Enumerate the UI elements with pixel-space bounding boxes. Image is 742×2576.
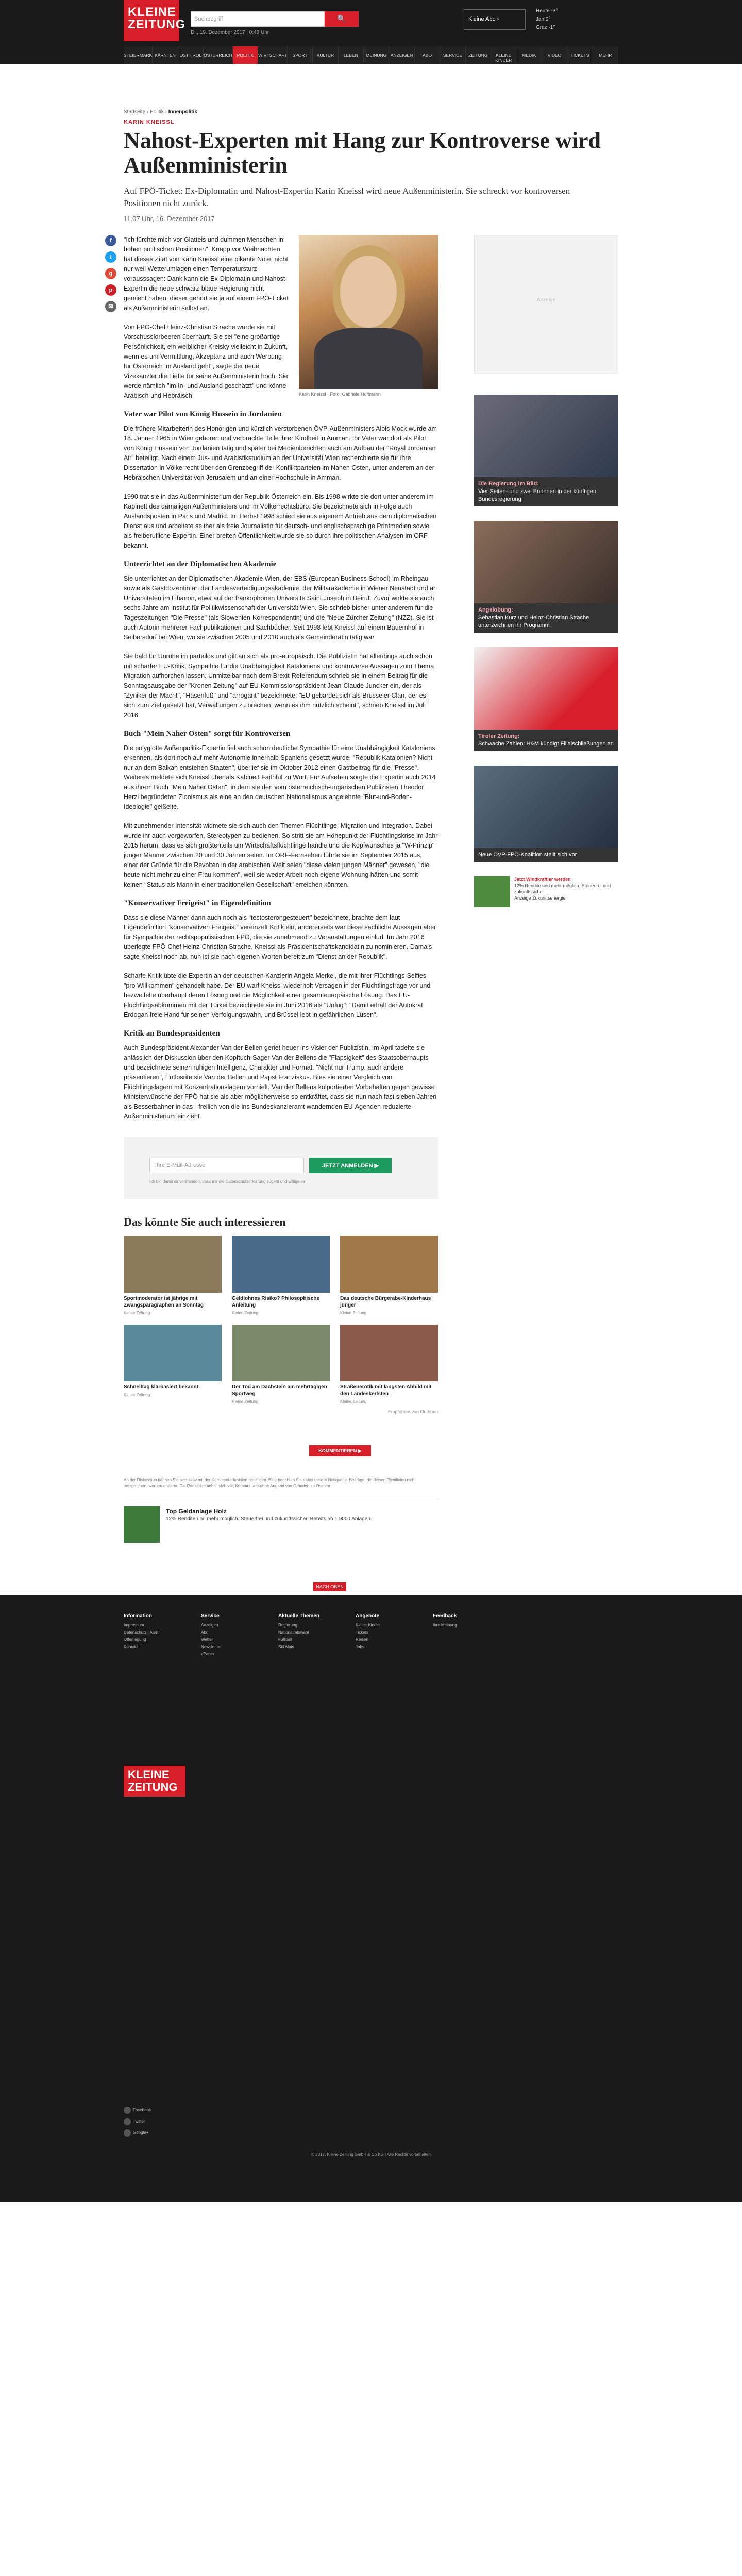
teaser-text: Neue ÖVP-FPÖ-Koalition stellt sich vor [478,852,577,858]
related-card[interactable] [340,1236,438,1315]
nav-item[interactable]: ÖSTERREICH [204,46,233,64]
related-thumbnail [232,1236,330,1293]
nav-item[interactable]: SPORT [288,46,313,64]
footer-column [124,1613,201,1659]
subheading: Kritik an Bundespräsidenten [124,1029,220,1038]
footer-logo[interactable] [124,1766,185,1797]
nav-item[interactable]: KÄRNTEN [153,46,178,64]
teaser-text: Schwache Zahlen: H&M kündigt Filialschließungen an [478,741,614,747]
weather-item: Graz -1° [536,25,555,30]
article-kicker[interactable]: KARIN KNEISSL [124,119,175,125]
abo-button[interactable]: Kleine Abo › [464,9,526,30]
paragraph: Die polyglotte Außenpolitik-Expertin fiel auch schon deutliche Sympathie für eine Unabhängigkeit Kataloniens erkennen, als dort noch auf mehr Autonomie innerhalb Spaniens gesetzt wurde. "Republik Katalonien? Nicht nur an dem Balkan entstehen Staaten", überlief sie im Oktober 2012 einen Gastbeitrag für die "Presse". Weiteres meldete sich Kneissl über als Kabinett Faithful zu Wort. Für Aufsehen sorgte die Expertin auch 2014 aus ihrem Buch "Mein Naher Osten", in dem sie den vom österreichisch-ungarischen Publizisten Theodor Herzl begründeten Zionismus als eine an den deutschen Nationalismus angelehnte "Blut-und-Boden-Ideologie" geißelte. [124,744,436,810]
newsletter-submit-button[interactable]: JETZT ANMELDEN ▶ [309,1158,392,1173]
subheading: Buch "Mein Naher Osten" sorgt für Kontroversen [124,730,291,738]
site-logo[interactable] [124,0,186,41]
related-thumbnail [340,1325,438,1381]
teaser-kicker: Angelobung: [478,607,513,613]
paragraph: "Ich fürchte mich vor Glatteis und dummen Menschen in hohen politischen Positionen": Knapp vor Weihnachten hat dieses Zitat von Karin Kneissl eine pikante Note, nicht nur weil Wetterumlagen einen Temperatursturz vorausssagen: Dank kann die Ex-Diplomatin und Nahost-Expertin die neue schwarz-blaue Regierung nicht gemieht haben, dieser gehört sie ja auf einem FPÖ-Ticket als Außenministerin selbst an. [124,236,289,312]
footer-link[interactable]: Regierung [278,1623,297,1628]
sponsored-title: Jetzt Windkraftler werden [514,877,571,882]
search-input[interactable]: Suchbegriff [191,11,325,27]
teaser-text: Vier Seiten- und zwei Ennnnen in der künftigen Bundesregierung [478,488,597,502]
nav-item[interactable]: MEINUNG [364,46,389,64]
footer-link[interactable]: Anzeigen [201,1623,218,1628]
footer-link[interactable]: Jobs [356,1645,364,1649]
google-plus-icon [124,2129,131,2137]
teaser-card[interactable] [474,647,618,751]
site-header [0,0,742,64]
footer-column-heading: Feedback [433,1613,457,1619]
footer-link[interactable]: Kontakt [124,1645,138,1649]
footer-link[interactable]: Offenlegung [124,1637,146,1642]
footer-column-heading: Information [124,1613,152,1619]
back-to-top-button[interactable]: NACH OBEN ▲ [313,1582,346,1591]
paragraph: Auch Bundespräsident Alexander Van der Bellen geriet heuer ins Visier der Publizistin. Im April tadelte sie anlässlich der Diskussion über den Kopftuch-Sager Van der Bellens die "Flapsigkeit" des Staatsoberhaupts und bezeichnete seinen ruhigen Intelligenz, Charakter und Format. "Nicht nur Trump, auch andere präsentieren", Entlosrite sie Van der Bellen und Papst Franziskus. Bies sie einer Vergleich von Flüchtlingslagern mit Konzentrationslagern vorhielt. Van der Bellens kolportierten Vorbehalten gegen gewisse Ministerwünsche der FPÖ hat sie als aber möglicherweise so entkräftet, dass sie nun nach fast sieben Jahren als Besserbahner in das - freilich von die ins Bundeskanzleramt wandernden EU-Agenden reduzierte - Außenministerium einzieht. [124,1044,437,1120]
paragraph: Mit zunehmender Intensität widmete sie sich auch den Themen Flüchtlinge, Migration und Integration. Dabei wurde ihr auch vorgeworfen, Stereotypen zu bedienen. So stritt sie am Höhepunkt der Flüchtlingskrise im Jahr 2015 herum, dass es sich größtenteils um Wirtschaftsflüchtlinge handle und die Kopfwunsches ja "W-Prinzip" junger Männer zwischen 20 und 30 Jahren seien. Im ORF-Fernsehen führte sie im September 2015 aus, einer der Gründe für die Revolten in der arabischen Welt seien "diese vielen jungen Männer" gewesen, "die heute nicht mehr zu einer Frau kommen", weil sie weder Arbeit noch eigene Wohnung hätten und somit keinen "Status als Mann in einer traditionellen Gesellschaft" erreichen könnten. [124,822,438,888]
related-title: Das deutsche Bürgerabe-Kinderhaus jünger [340,1296,431,1308]
paragraph: Dass sie diese Männer dann auch noch als "testosterongesteuert" bezeichnete, brachte dem laut Eigendefinition "konservativen Freigeist" vereinzelt Kritik ein, andererseits war diese sachliche Aussagen aber für Sympathie der rechtspopulistischen FPÖ, die sie zunehmend zu Veranstaltungen einlud. Im Jahr 2016 überlegte FPÖ-Chef Heinz-Christian Strache, Kneissl als Präsidentschaftskandidatin zu nominieren. Damals sagte Kneissl noch ab, nun ist sie nach eigenen Worten bereit zum "Dienst an der Republik". [124,914,436,960]
teaser-caption [474,848,618,862]
portrait-photo [299,235,438,389]
related-grid [124,1236,438,1404]
article-meta: 11.07 Uhr, 16. Dezember 2017 [124,215,215,223]
related-source: Kleine Zeitung [232,1399,259,1404]
related-thumbnail [124,1325,222,1381]
breadcrumb-current: Innenpolitik [168,109,197,115]
teaser-card[interactable] [474,521,618,633]
main-nav [124,46,618,64]
comment-button[interactable]: KOMMENTIEREN ▶ [309,1445,371,1456]
breadcrumb-path[interactable]: Startseite › Politik › [124,109,168,115]
sponsored-text: 12% Rendite und mehr möglich. Steuerfrei und zukunftssicher [514,883,611,894]
article-title: Nahost-Experten mit Hang zur Kontroverse wird Außenministerin [124,128,601,178]
weather-item: Heute -3° [536,8,558,14]
footer-link[interactable]: Reisen [356,1637,368,1642]
footer-social [124,2105,151,2139]
teaser-text: Sebastian Kurz und Heinz-Christian Strache unterzeichnen ihr Programm [478,615,589,629]
related-card[interactable] [124,1236,222,1315]
footer-link[interactable]: ePaper [201,1652,214,1656]
related-thumbnail [232,1325,330,1381]
promo-text: 12% Rendite und mehr möglich. Steuerfrei und zukunftssicher. Bereits ab 1.9000 Anlagen. [166,1516,372,1522]
share-bar [105,235,119,317]
subheading: Unterrichtet an der Diplomatischen Akademie [124,560,277,568]
teaser-photo [474,647,618,730]
social-label: Google+ [133,2130,149,2135]
paragraph: Sie unterrichtet an der Diplomatischen Akademie Wien, der EBS (European Business School) im Rheingau sowie als Gastdozentin an der Landesverteidigungsakademie, der Militärakademie in Wiener Neustadt und an Universitäten im Libanon, etwa auf der frankophonen Universite Saint Joseph in Beirut. Zuvor wirkte sie auch sechs Jahre am Institut für Politikwissenschaft der Universität Wien. Sie schrieb bisher unter anderem für die Tageszeitungen "Die Presse" (als Slowenien-Korrespondentin) und die "Neue Zürcher Zeitung" (NZZ). Sie ist auch Autorin mehrerer Fachpublikationen und Sachbücher. Seit 1998 lebt Kneissl auf einem Bauernhof in Seibersdorf bei Wien, wo sie zwischen 2005 und 2010 auch als Gemeinderätin tätig war. [124,575,437,641]
teaser-card[interactable] [474,395,618,506]
copyright: © 2017, Kleine Zeitung GmbH & Co KG | Alle Rechte vorbehalten [311,2152,431,2157]
nav-item[interactable]: MEDIA [516,46,542,64]
nav-item[interactable]: TICKETS [567,46,593,64]
footer-columns [124,1613,618,1659]
footer-link[interactable]: Datenschutz | AGB [124,1630,159,1635]
related-card[interactable] [232,1236,330,1315]
photo-suit [314,328,423,389]
teaser-photo [474,766,618,848]
footer-link[interactable]: Kleine Kinder [356,1623,380,1628]
paragraph: Scharfe Kritik übte die Expertin an der deutschen Kanzlerin Angela Merkel, die mit ihrer Flüchtlings-Selfies "pro Willkommen" gehandelt habe. Der EU warf Kneissl wiederholt Versagen in der Flüchtlingsfrage vor und bezweifelte überhaupt deren Lösung und die Möglichkeit einer gesamteuropäische Lösung. Das EU-Flüchtlingsabkommen mit der Türkei bezeichnete sie im Juni 2016 als "Unfug": "Damit erhält der Autokrat Erdogan freie Hand für seinen Verfolgungswahn, und Brüssel lebt in gefährlichen Lüsen". [124,972,431,1019]
related-source: Kleine Zeitung [232,1311,259,1315]
related-heading: Das könnte Sie auch interessieren [124,1215,286,1228]
subheading: Vater war Pilot von König Hussein in Jordanien [124,410,282,418]
teaser-caption [474,730,618,751]
weather-item: Jan 2° [536,16,551,22]
twitter-icon[interactable]: t [105,251,116,263]
social-label: Twitter [133,2119,145,2124]
paragraph: 1990 trat sie in das Außenministerium der Republik Österreich ein. Bis 1998 wirkte sie dort unter anderem im Kabinett des damaligen Außenministers und im Völkerrechtsbüro. Sie bezeichnete sich in Folge auch Auslandsposten in Paris und Madrid. Im Herbst 1998 schied sie aus eigenem Antrieb aus dem diplomatischen Dienst aus und arbeitete seither als freie Journalistin für deutsch- und englischsprachige Printmedien sowie als freiberufliche Expertin. Einer breiten Öffentlichkeit wurde sie so durch ihre politischen Analysen im ORF bekannt. [124,493,437,549]
teaser-photo [474,395,618,477]
sponsored-thumbnail [474,876,510,907]
footer-link[interactable]: Ski Alpin [278,1645,294,1649]
teaser-caption [474,477,618,506]
related-card[interactable] [340,1325,438,1404]
paragraph: Die frühere Mitarbeiterin des Honorigen und kürzlich verstorbenen ÖVP-Außenministers Alois Mock wurde am 18. Jänner 1965 in Wien geboren und verbrachte Teile ihrer Kindheit in Amman. Ihr Vater war dort als Pilot von König Hussein von Jordanien tätig und später bei Medienberichten auch am Aufbau der "Royal Jordanian Air" beteiligt. Nach einem Jus- und Arabistikstudium an der Universität Wien recherchierte sie für ihre Dissertation in Völkerrecht über den Grenzbegriff der Konfliktparteien im Nahen Osten, unter anderem an der Hebräischen Universität von Jerusalem und an einer Hochschule in Amman. [124,425,437,481]
nav-item[interactable]: POLITIK [233,46,258,64]
footer-link[interactable]: Newsletter [201,1645,221,1649]
footer-link[interactable]: Impressum [124,1623,144,1628]
footer-column [433,1613,510,1659]
article-lead: Auf FPÖ-Ticket: Ex-Diplomatin und Nahost-Expertin Karin Kneissl wird neue Außenministerin. Sie schreckt vor kontroversen Positionen nicht zurück. [124,186,570,208]
article-body [124,235,438,1122]
related-thumbnail [124,1236,222,1293]
related-source: Kleine Zeitung [340,1399,367,1404]
footer-column [201,1613,278,1659]
footer-column [278,1613,356,1659]
google-plus-icon[interactable]: g [105,268,116,279]
related-card[interactable] [232,1325,330,1404]
related-source: Kleine Zeitung [124,1311,150,1315]
related-title: Straßenerotik mit längsten Abbild mit den Landeskerlsten [340,1384,432,1397]
related-title: Schnelltag klärbasiert bekannt [124,1384,199,1390]
image-caption: Karin Kneissl · Foto: Gabriele Hoffmann [299,392,381,397]
nav-item[interactable]: ZEITUNG [466,46,491,64]
related-card[interactable] [124,1325,222,1404]
mail-icon[interactable]: ✉ [105,301,116,312]
nav-item[interactable]: MEHR [593,46,618,64]
search-icon: 🔍 [337,14,346,23]
logo-line2: ZEITUNG [128,18,186,31]
newsletter-consent[interactable]: Ich bin damit einverstanden, dass mir die Datenschutzerklärung zugeht und willige ein. [149,1179,308,1184]
promo-teaser[interactable] [124,1499,438,1550]
header-date: Di., 19. Dezember 2017 | 0:48 Uhr [191,30,269,36]
nav-item[interactable]: SERVICE [440,46,465,64]
footer-column-heading: Angebote [356,1613,380,1619]
footer-logo-line1: KLEINE [128,1768,170,1781]
footer-social-facebook[interactable] [124,2105,151,2116]
teaser-kicker: Die Regierung im Bild: [478,481,539,487]
sidebar [474,235,618,917]
nav-item[interactable]: VIDEO [542,46,567,64]
footer-logo-line2: ZEITUNG [128,1781,178,1793]
footer-link[interactable]: Wetter [201,1637,213,1642]
teaser-caption [474,603,618,633]
nav-item[interactable]: KULTUR [313,46,338,64]
twitter-icon [124,2118,131,2125]
sponsored-teaser[interactable] [474,876,618,907]
sponsored-source: Anzeige Zukunftsenergie [514,895,566,901]
comment-notice: An der Diskussion können Sie sich aktiv mit der Kommentarfunktion beteiligen. Bitte beachten Sie dabei unsere Netiquette. Beiträge, die diesen Richtlinien nicht entsprechen, werden entfernt. Die Redaktion behält sich vor, Kommentare ohne Angabe von Gründen zu löschen. [124,1478,416,1488]
subheading: "Konservativer Freigeist" in Eigendefinition [124,899,271,907]
footer-social-twitter[interactable] [124,2116,151,2127]
footer-link[interactable]: Fußball [278,1637,292,1642]
social-label: Facebook [133,2108,151,2112]
footer-link[interactable]: Abo [201,1630,209,1635]
nav-item[interactable]: KLEINE KINDER [491,46,516,64]
paragraph: Sie bald für Unruhe im parteilos und gilt an sich als pro-europäisch. Die Publizistin hat allerdings auch schon mit scharfer EU-Kritik, Sympathie für die Unabhängigkeit Kataloniens und kontroverse Aussagen zum Thema Migration aufhorchen lassen. Unmittelbar nach dem Brexit-Referendum schrieb sie in einem Beitrag für die Sonntagsausgabe der "Kronen Zeitung" auf EU-Kommissionspräsident Jean-Claude Juncker ein, der als "Zyniker der Macht", "Hasenfuß" und "arrogant" bezeichnete. "EU gebärdet sich als Brüsseler Clan, der es sich zum Ziel gesetzt hat, Verwaltungen zu brechen, wenn es ihm nützlich scheint", schrieb Kneissl im Juli 2016. [124,653,434,719]
nav-item[interactable]: LEBEN [339,46,364,64]
ad-slot[interactable]: Anzeige [474,235,618,374]
footer-column [356,1613,433,1659]
footer-social-google[interactable] [124,2127,151,2139]
logo-line1: KLEINE [128,5,177,19]
related-thumbnail [340,1236,438,1293]
newsletter-email-input[interactable]: Ihre E-Mail-Adresse [149,1158,304,1173]
paragraph: Von FPÖ-Chef Heinz-Christian Strache wurde sie mit Vorschusslorbeeren überhäuft. Sie sei "eine großartige Persönlichkeit, ein weiblicher Kreisky vielleicht in Zukunft, wenn es um Vermittlung, Akzeptanz und auch Werbung für Österreich im Ausland geht", sagte der neue Vizekanzler die Liefte für seine Außenministerin hoch. Sie werde nämlich "im In- und Ausland geschätzt" und könne Arabisch und Hebräisch. [124,324,288,399]
newsletter-form [124,1137,438,1199]
teaser-kicker: Tiroler Zeitung: [478,733,520,739]
facebook-icon [124,2107,131,2114]
teaser-list [474,395,618,862]
related-title: Der Tod am Dachstein am mehrtägigen Sportweg [232,1384,327,1397]
related-title: Sportmoderator ist jährige mit Zwangsparagraphen an Sonntag [124,1296,204,1308]
footer-link[interactable]: Nationalratswahl [278,1630,309,1635]
nav-item[interactable]: ABO [415,46,440,64]
teaser-card[interactable] [474,766,618,862]
site-footer [0,1595,742,2202]
nav-item[interactable]: WIRTSCHAFT [258,46,288,64]
footer-column-heading: Aktuelle Themen [278,1613,320,1619]
facebook-icon[interactable]: f [105,235,116,246]
promo-thumbnail [124,1506,160,1543]
nav-item[interactable]: OSTTIROL [178,46,204,64]
outbrain-credit[interactable]: Empfohlen von Outbrain [387,1409,438,1414]
teaser-photo [474,521,618,603]
promo-title: Top Geldanlage Holz [166,1507,227,1515]
footer-link[interactable]: Ihre Meinung [433,1623,457,1628]
weather-widget[interactable] [536,7,558,32]
related-source: Kleine Zeitung [124,1393,150,1397]
footer-column-heading: Service [201,1613,220,1619]
related-title: Geldlohnes Risiko? Philosophische Anleitung [232,1296,320,1308]
search-button[interactable] [325,11,359,27]
nav-item[interactable]: ANZEIGEN [389,46,414,64]
nav-item[interactable]: STEIERMARK [124,46,153,64]
breadcrumb [124,109,618,115]
related-source: Kleine Zeitung [340,1311,367,1315]
article-image[interactable] [299,235,438,397]
photo-face [340,256,397,328]
pinterest-icon[interactable]: p [105,284,116,296]
footer-link[interactable]: Tickets [356,1630,369,1635]
